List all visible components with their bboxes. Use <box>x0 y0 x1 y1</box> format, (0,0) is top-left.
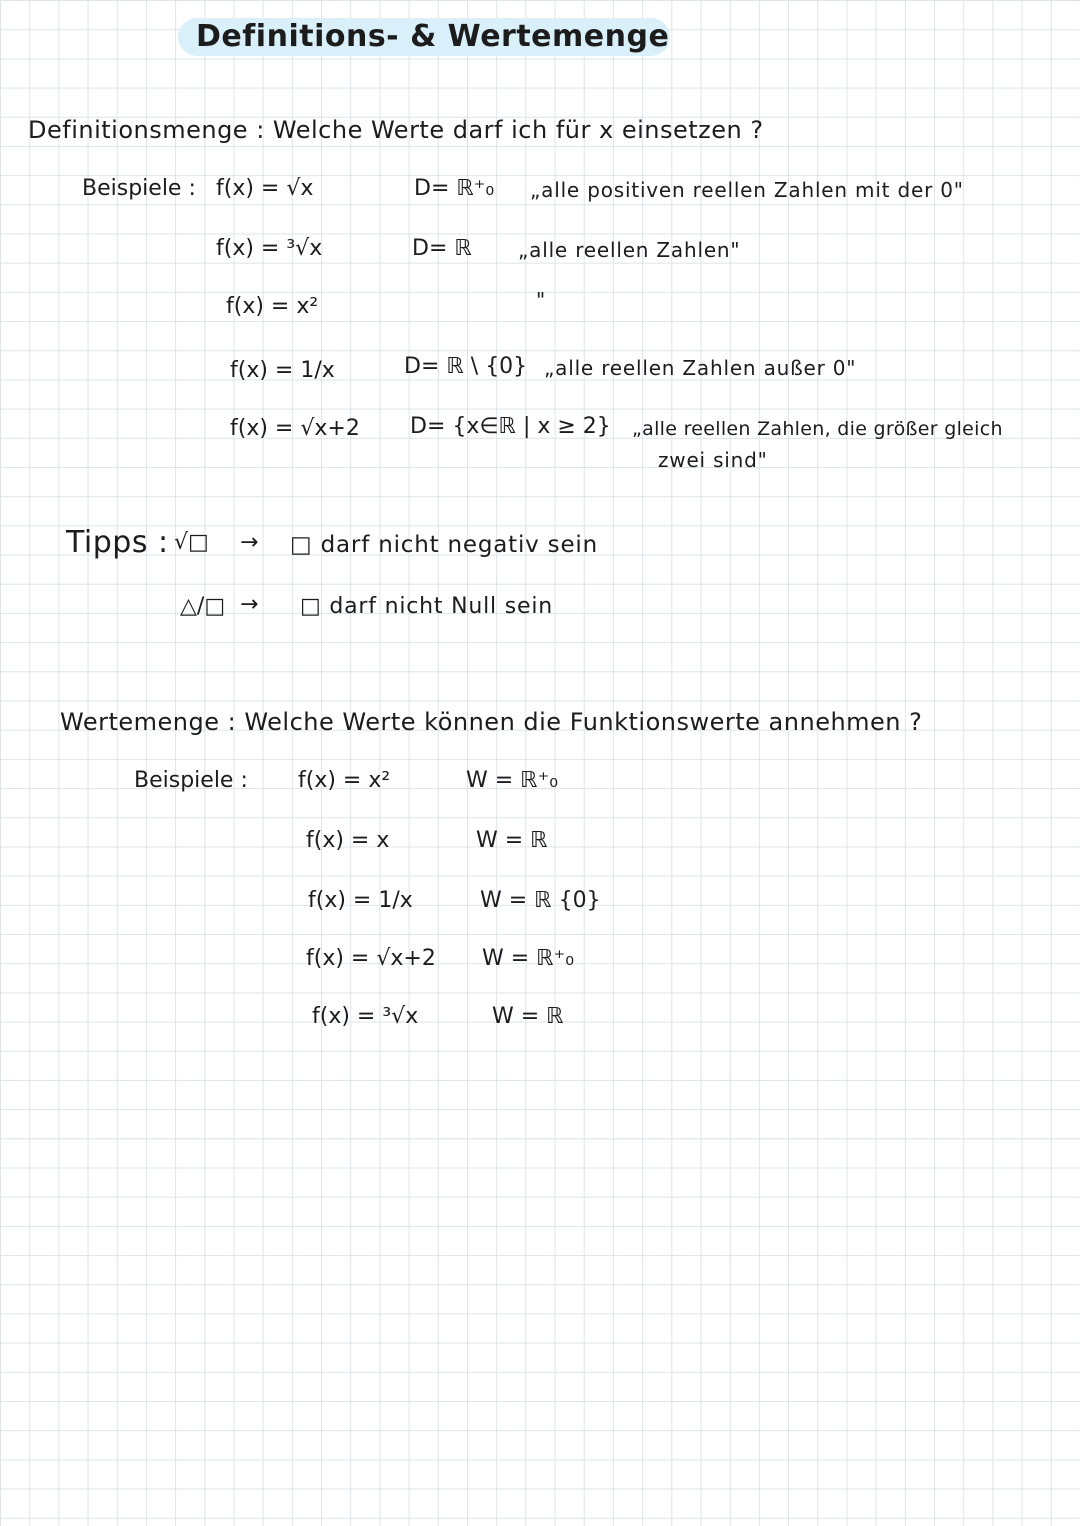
tips-label: Tipps : <box>66 525 169 560</box>
val-func-3: f(x) = 1/x <box>308 888 413 913</box>
tip-1-symbol: √□ <box>174 530 209 555</box>
tip-1-arrow-icon: → <box>240 530 259 555</box>
val-range-2: W = ℝ <box>476 828 548 853</box>
val-func-4: f(x) = √x+2 <box>306 946 436 971</box>
val-range-3: W = ℝ {0} <box>480 888 601 913</box>
val-func-1: f(x) = x² <box>298 768 391 793</box>
val-range-5: W = ℝ <box>492 1004 564 1029</box>
def-domain-4: D= ℝ \ {0} <box>404 354 528 379</box>
val-range-1: W = ℝ⁺₀ <box>466 768 559 793</box>
definition-heading: Definitionsmenge : Welche Werte darf ich für x einsetzen ? <box>28 116 764 144</box>
def-func-5: f(x) = √x+2 <box>230 416 360 441</box>
def-note-3: " <box>536 288 546 312</box>
page-title: Definitions- & Wertemenge <box>196 19 670 54</box>
def-note-5: „alle reellen Zahlen, die größer gleich <box>632 418 1003 440</box>
value-range-heading: Wertemenge : Welche Werte können die Funktionswerte annehmen ? <box>60 708 923 736</box>
tip-1-text: □ darf nicht negativ sein <box>290 532 598 558</box>
tip-2-arrow-icon: → <box>240 592 259 617</box>
def-func-4: f(x) = 1/x <box>230 358 335 383</box>
def-note-5-cont: zwei sind" <box>658 448 768 472</box>
val-range-4: W = ℝ⁺₀ <box>482 946 575 971</box>
def-func-1: f(x) = √x <box>216 176 314 201</box>
tip-2-text: □ darf nicht Null sein <box>300 594 553 619</box>
value-range-examples-label: Beispiele : <box>134 768 248 793</box>
val-func-5: f(x) = ³√x <box>312 1004 419 1029</box>
val-func-2: f(x) = x <box>306 828 390 853</box>
def-note-4: „alle reellen Zahlen außer 0" <box>544 356 857 380</box>
def-domain-5: D= {x∈ℝ | x ≥ 2} <box>410 414 611 439</box>
def-func-3: f(x) = x² <box>226 294 319 319</box>
def-func-2: f(x) = ³√x <box>216 236 323 261</box>
def-domain-1: D= ℝ⁺₀ <box>414 176 495 201</box>
definition-examples-label: Beispiele : <box>82 176 196 201</box>
def-note-2: „alle reellen Zahlen" <box>518 238 741 262</box>
def-note-1: „alle positiven reellen Zahlen mit der 0" <box>530 178 964 202</box>
tip-2-symbol: △/□ <box>180 594 226 619</box>
def-domain-2: D= ℝ <box>412 236 472 261</box>
